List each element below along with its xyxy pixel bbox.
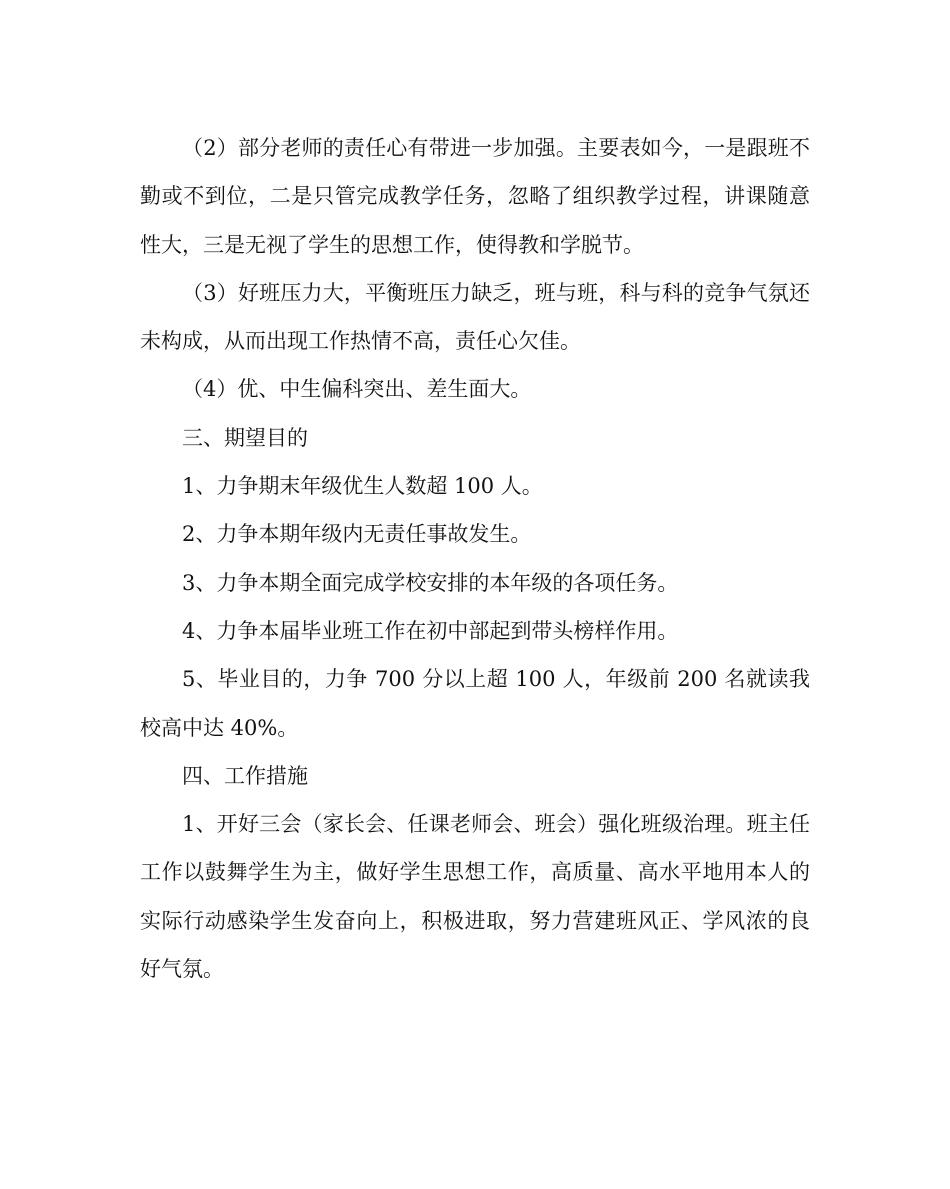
goal-item-2: 2、力争本期年级内无责任事故发生。 [182, 522, 532, 547]
paragraph-class-pressure: （3）好班压力大，平衡班压力缺乏，班与班，科与科的竞争气氛还未构成，从而出现工作热情不高，责任心欠佳。 [140, 280, 810, 354]
section-heading-goals: 三、期望目的 [182, 425, 308, 450]
document-body [140, 124, 810, 993]
goal-item-4: 4、力争本届毕业班工作在初中部起到带头榜样作用。 [182, 618, 679, 643]
section-heading-measures: 四、工作措施 [182, 763, 308, 788]
measure-item-1: 1、开好三会（家长会、任课老师会、班会）强化班级治理。班主任工作以鼓舞学生为主，做好学生思想工作，高质量、高水平地用本人的实际行动感染学生发奋向上，积极进取，努力营建班风正、学风浓的良好气氛。 [140, 812, 810, 982]
paragraph-student-levels: （4）优、中生偏科突出、差生面大。 [182, 377, 532, 402]
paragraph-teacher-responsibility: （2）部分老师的责任心有带进一步加强。主要表如今，一是跟班不勤或不到位，二是只管完成教学任务，忽略了组织教学过程，讲课随意性大，三是无视了学生的思想工作，使得教和学脱节。 [140, 136, 810, 257]
goal-item-3: 3、力争本期全面完成学校安排的本年级的各项任务。 [182, 570, 679, 595]
goal-item-5: 5、毕业目的，力争 700 分以上超 100 人，年级前 200 名就读我校高中达 40%。 [140, 667, 810, 740]
goal-item-1: 1、力争期末年级优生人数超 100 人。 [182, 474, 543, 499]
